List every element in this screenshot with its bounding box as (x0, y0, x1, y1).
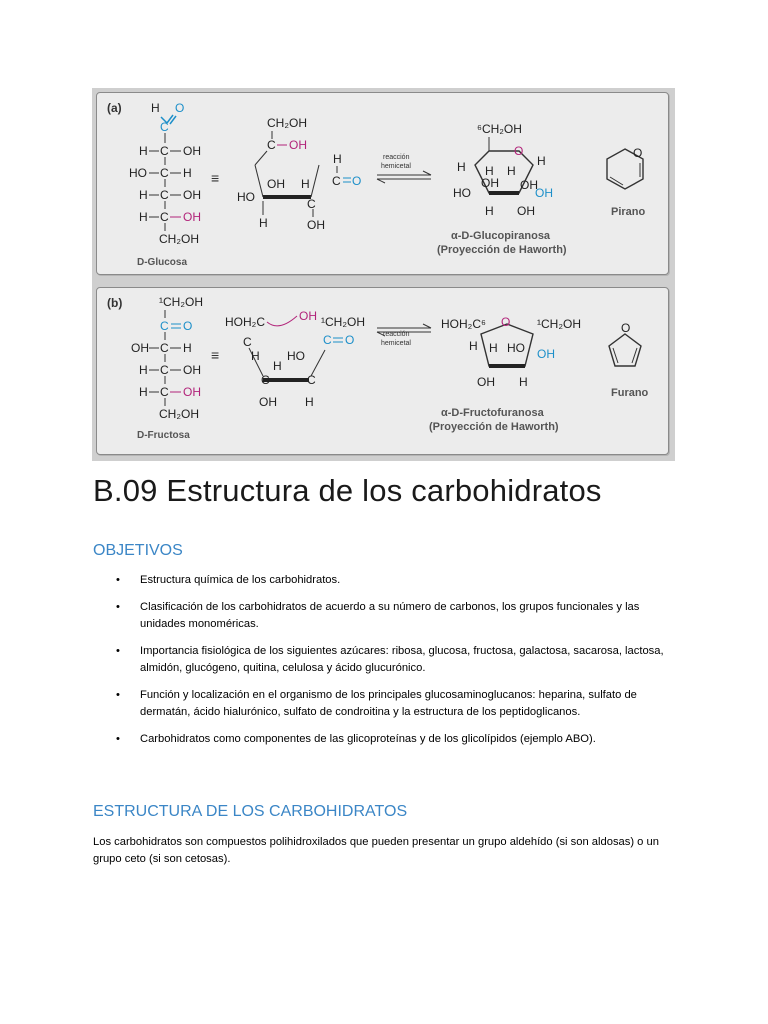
svg-text:CH₂OH: CH₂OH (159, 232, 199, 246)
reaction-label: reacción (383, 331, 410, 338)
svg-text:OH: OH (517, 204, 535, 218)
intro-paragraph: Los carbohidratos son compuestos polihidroxilados que pueden presentar un grupo aldehído (si son aldosas) o un grupo ceto (si son cetosas). (93, 836, 659, 865)
svg-text:H: H (139, 188, 148, 202)
svg-text:O: O (183, 319, 193, 333)
svg-text:⁶CH₂OH: ⁶CH₂OH (477, 122, 522, 136)
svg-text:H: H (489, 341, 498, 355)
panel-fructose (96, 287, 669, 455)
svg-text:C: C (160, 210, 169, 224)
svg-text:C: C (307, 373, 316, 387)
svg-text:H: H (469, 339, 478, 353)
svg-text:H: H (139, 363, 148, 377)
document-title: B.09 Estructura de los carbohidratos (93, 473, 602, 508)
projection-label: (Proyección de Haworth) (437, 244, 567, 256)
svg-text:OH: OH (267, 177, 285, 191)
svg-text:H: H (273, 359, 282, 373)
svg-text:C: C (160, 385, 169, 399)
svg-text:OH: OH (259, 395, 277, 409)
panel-label: (a) (107, 101, 122, 115)
product-name: α-D-Glucopiranosa (451, 230, 551, 242)
ring-name: Furano (611, 387, 649, 399)
panel-glucose (96, 92, 669, 275)
svg-text:OH: OH (289, 138, 307, 152)
svg-text:C: C (261, 373, 270, 387)
svg-text:O: O (175, 101, 185, 115)
svg-text:O: O (633, 146, 643, 160)
svg-text:H: H (139, 210, 148, 224)
svg-text:OH: OH (131, 341, 149, 355)
svg-text:H: H (485, 204, 494, 218)
panel-label: (b) (107, 296, 123, 310)
svg-text:C: C (160, 120, 169, 134)
svg-text:OH: OH (477, 375, 495, 389)
svg-text:¹CH₂OH: ¹CH₂OH (537, 317, 581, 331)
svg-text:OH: OH (183, 210, 201, 224)
svg-text:CH₂OH: CH₂OH (267, 116, 307, 130)
list-item: • Importancia fisiológica de los siguientes azúcares: ribosa, glucosa, fructosa, galactosa, sacarosa, lactosa, almidón, glucógeno, quitina, celulosa y ácido glucurónico. (116, 645, 664, 674)
list-item: • Función y localización en el organismo de los principales glucosaminoglucanos: heparina, sulfato de dermatán, ácido hialurónico, sulfato de condroitina y la estructura de los peptidoglicanos. (116, 689, 637, 718)
svg-text:H: H (537, 154, 546, 168)
svg-text:OH: OH (535, 186, 553, 200)
svg-text:OH: OH (537, 347, 555, 361)
svg-text:OH: OH (183, 385, 201, 399)
svg-text:OH: OH (307, 218, 325, 232)
molecule-name: D-Glucosa (137, 257, 188, 268)
svg-text:H: H (507, 164, 516, 178)
fructose-diagram (97, 288, 668, 454)
svg-text:H: H (457, 160, 466, 174)
svg-text:OH: OH (520, 178, 538, 192)
svg-text:OH: OH (183, 144, 201, 158)
svg-text:HOH₂C: HOH₂C (225, 315, 265, 329)
svg-text:H: H (301, 177, 310, 191)
glucopyranose-haworth (453, 122, 553, 218)
svg-text:C: C (160, 166, 169, 180)
svg-text:CH₂OH: CH₂OH (159, 407, 199, 421)
svg-text:O: O (621, 321, 631, 335)
svg-text:C: C (332, 174, 341, 188)
fructose-open-chain (225, 309, 365, 409)
svg-text:OH: OH (183, 188, 201, 202)
svg-text:HOH₂C⁶: HOH₂C⁶ (441, 317, 486, 331)
svg-text:H: H (183, 341, 192, 355)
svg-text:H: H (139, 385, 148, 399)
list-item: • Clasificación de los carbohidratos de acuerdo a su número de carbonos, los grupos funcionales y las unidades monoméricas. (116, 601, 640, 630)
svg-text:OH: OH (481, 176, 499, 190)
svg-text:HO: HO (287, 349, 305, 363)
reaction-label: hemicetal (381, 340, 411, 347)
svg-text:O: O (352, 174, 362, 188)
svg-text:OH: OH (299, 309, 317, 323)
svg-text:H: H (305, 395, 314, 409)
fructofuranose-haworth (441, 315, 581, 389)
svg-text:C: C (160, 363, 169, 377)
svg-text:H: H (139, 144, 148, 158)
svg-text:C: C (267, 138, 276, 152)
svg-text:HO: HO (129, 166, 147, 180)
svg-text:C: C (160, 319, 169, 333)
svg-text:HO: HO (453, 186, 471, 200)
svg-text:≡: ≡ (211, 347, 220, 363)
list-item: • Estructura química de los carbohidratos. (116, 574, 341, 586)
svg-text:O: O (514, 144, 524, 158)
svg-text:C: C (160, 144, 169, 158)
svg-text:O: O (501, 315, 511, 329)
svg-text:H: H (259, 216, 268, 230)
svg-text:HO: HO (237, 190, 255, 204)
svg-text:HO: HO (507, 341, 525, 355)
fructose-fischer-projection (131, 295, 203, 421)
objectives-heading: OBJETIVOS (93, 542, 183, 559)
glucose-open-chain (237, 116, 361, 232)
reaction-label: reacción (383, 154, 410, 161)
svg-text:H: H (151, 101, 160, 115)
svg-text:H: H (519, 375, 528, 389)
svg-text:C: C (323, 333, 332, 347)
svg-text:¹CH₂OH: ¹CH₂OH (321, 315, 365, 329)
product-name: α-D-Fructofuranosa (441, 407, 544, 419)
svg-text:¹CH₂OH: ¹CH₂OH (159, 295, 203, 309)
glucose-fischer-projection (129, 101, 201, 246)
svg-text:C: C (243, 335, 252, 349)
svg-text:H: H (251, 349, 260, 363)
svg-text:C: C (160, 341, 169, 355)
projection-label: (Proyección de Haworth) (429, 421, 559, 433)
svg-text:C: C (160, 188, 169, 202)
ring-name: Pirano (611, 206, 646, 218)
reaction-label: hemicetal (381, 163, 411, 170)
carbohydrate-structures-figure (92, 88, 675, 461)
structure-heading: ESTRUCTURA DE LOS CARBOHIDRATOS (93, 803, 408, 820)
svg-text:O: O (345, 333, 355, 347)
svg-text:≡: ≡ (211, 170, 220, 186)
svg-text:C: C (307, 197, 316, 211)
svg-text:OH: OH (183, 363, 201, 377)
objectives-list (93, 572, 683, 758)
glucose-diagram (97, 93, 668, 274)
list-item: • Carbohidratos como componentes de las glicoproteínas y de los glicolípidos (ejemplo ABO). (116, 733, 596, 745)
svg-text:H: H (183, 166, 192, 180)
molecule-name: D-Fructosa (137, 430, 190, 441)
svg-text:H: H (485, 164, 494, 178)
svg-text:H: H (333, 152, 342, 166)
